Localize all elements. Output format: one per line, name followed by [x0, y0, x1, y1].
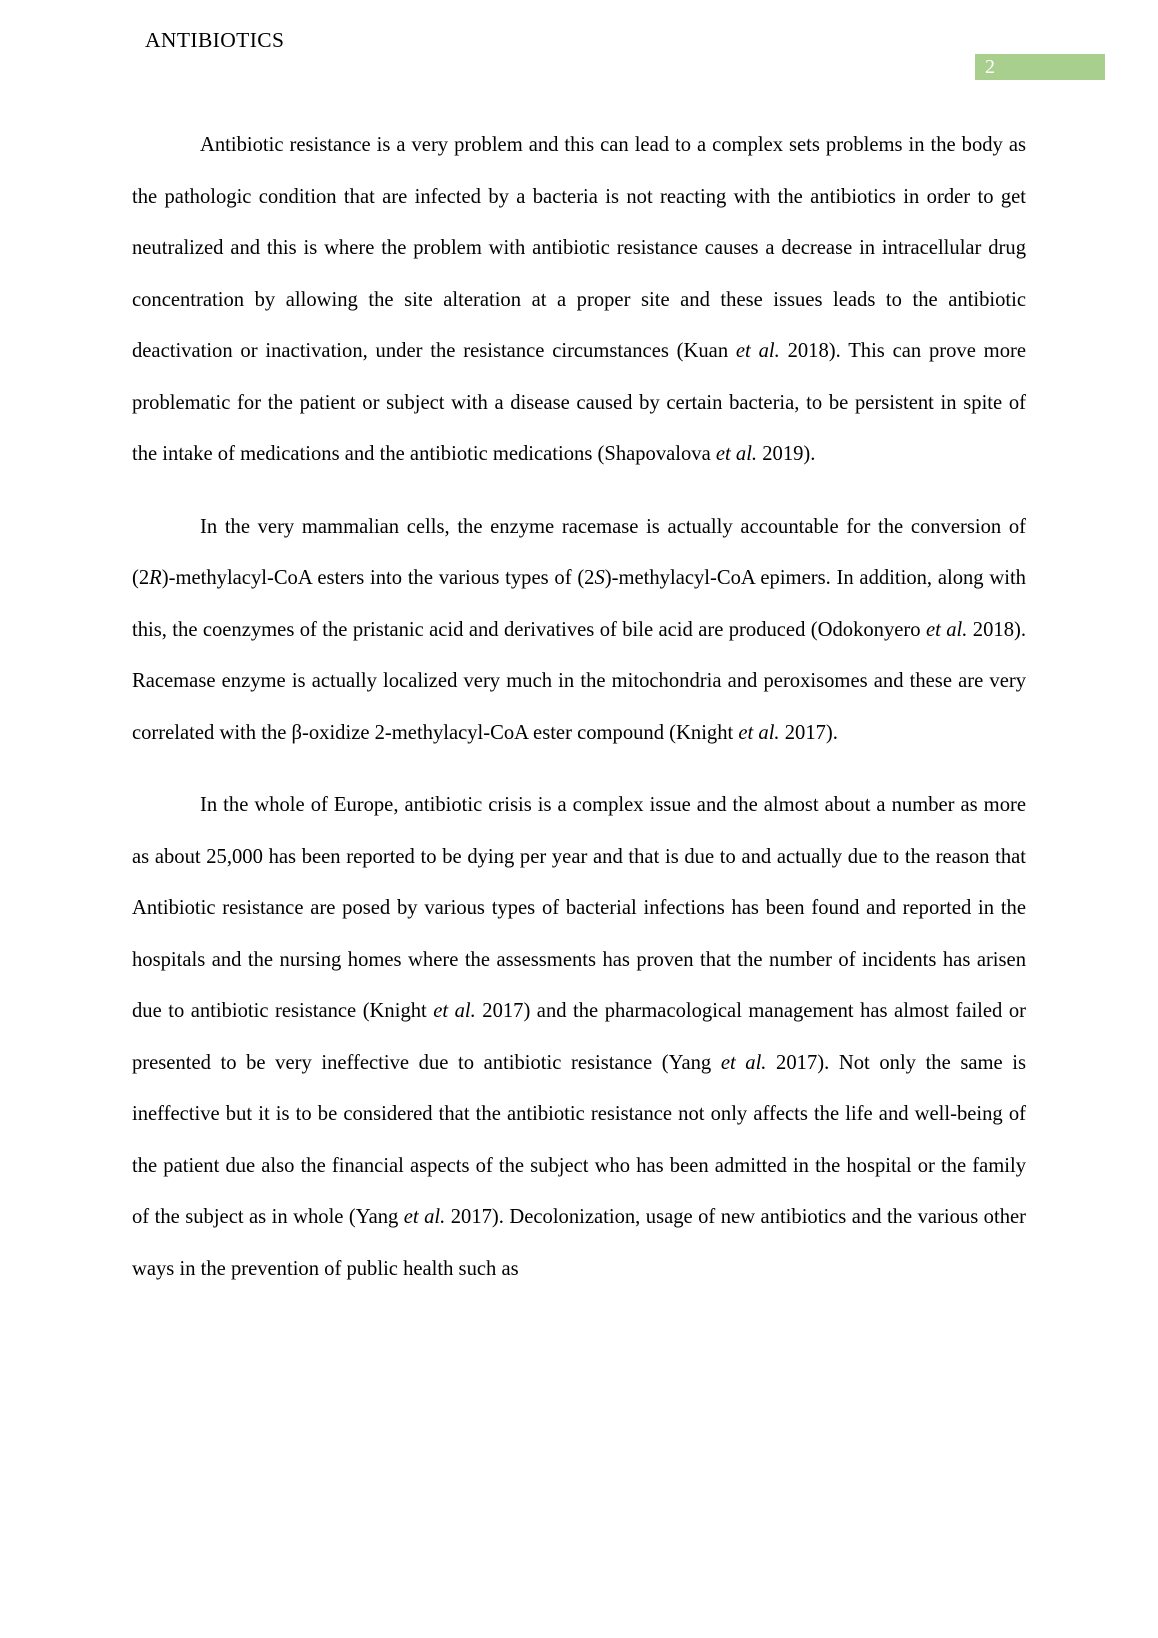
paragraph: Antibiotic resistance is a very problem and this can lead to a complex sets problems in the body as the pathologic condition that are infected by a bacteria is not reacting with the antibiotics in order to get neutralized and this is where the problem with antibiotic resistance causes a decrease in intracellular drug concentration by allowing the site alteration at a proper site and these issues leads to the antibiotic deactivation or inactivation, under the resistance circumstances (Kuan et al. 2018). This can prove more problematic for the patient or subject with a disease caused by certain bacteria, to be persistent in spite of the intake of medications and the antibiotic medications (Shapovalova et al. 2019). — [132, 134, 1026, 465]
paragraph: In the whole of Europe, antibiotic crisis is a complex issue and the almost about a number as more as about 25,000 has been reported to be dying per year and that is due to and actually due to the reason that Antibiotic resistance are posed by various types of bacterial infections has been found and reported in the hospitals and the nursing homes where the assessments has proven that the number of incidents has arisen due to antibiotic resistance (Knight et al. 2017) and the pharmacological management has almost failed or presented to be very ineffective due to antibiotic resistance (Yang et al. 2017). Not only the same is ineffective but it is to be considered that the antibiotic resistance not only affects the life and well-being of the patient due also the financial aspects of the subject who has been admitted in the hospital or the family of the subject as in whole (Yang et al. 2017). Decolonization, usage of new antibiotics and the various other ways in the prevention of public health such as — [132, 794, 1026, 1280]
running-head: ANTIBIOTICS — [145, 28, 285, 52]
paragraph: In the very mammalian cells, the enzyme racemase is actually accountable for the conversion of (2R)-methylacyl-CoA esters into the various types of (2S)-methylacyl-CoA epimers. In addition, along with this, the coenzymes of the pristanic acid and derivatives of bile acid are produced (Odokonyero et al. 2018). Racemase enzyme is actually localized very much in the mitochondria and peroxisomes and these are very correlated with the β-oxidize 2-methylacyl-CoA ester compound (Knight et al. 2017). — [132, 515, 1026, 744]
document-body — [132, 120, 1026, 1295]
page-number: 2 — [985, 56, 995, 78]
